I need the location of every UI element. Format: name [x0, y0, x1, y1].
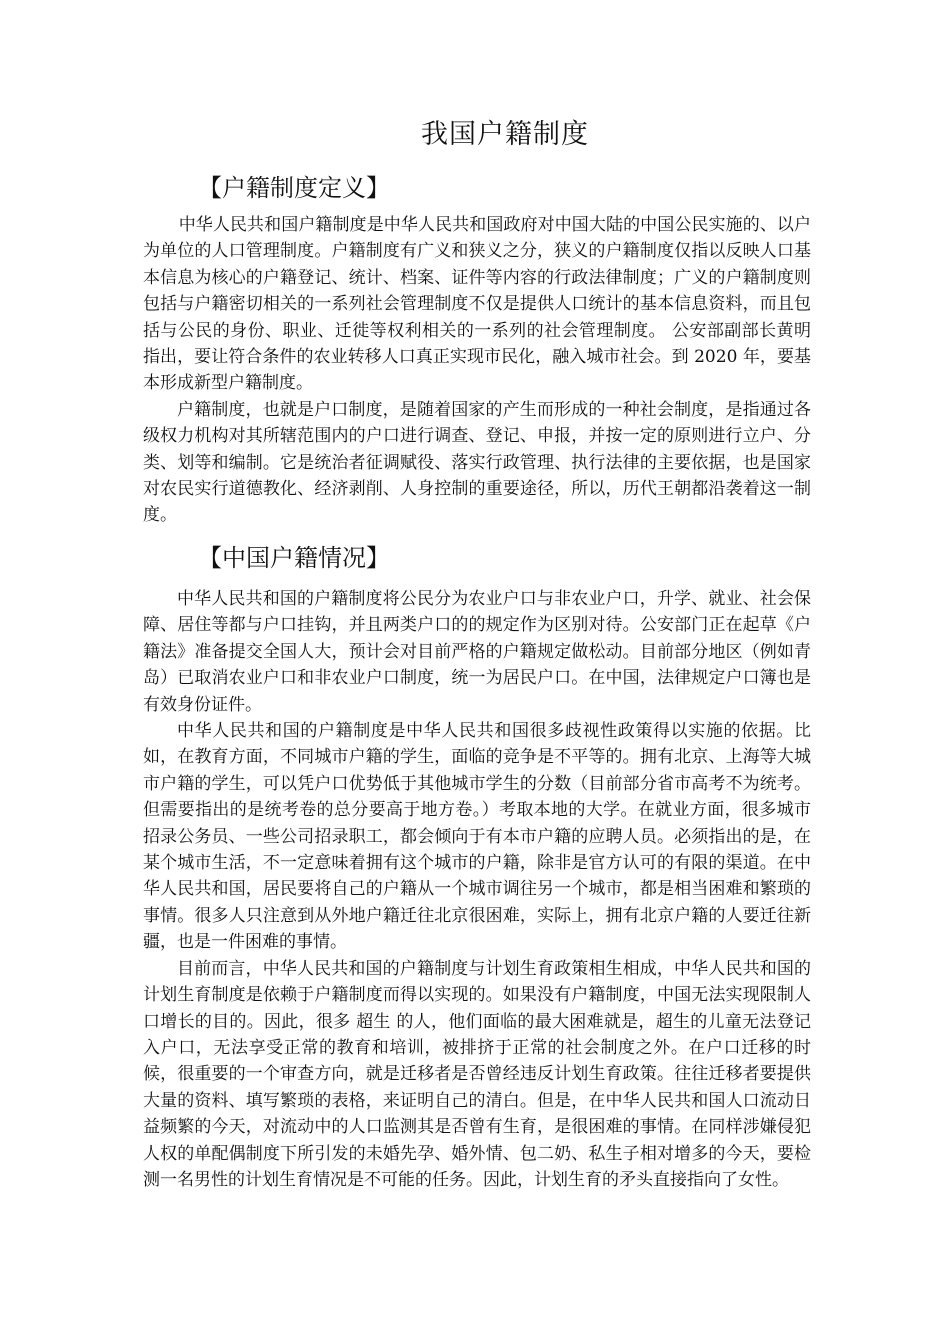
paragraph: 中华人民共和国的户籍制度将公民分为农业户口与非农业户口，升学、就业、社会保障、居住等都与户口挂钩，并且两类户口的的规定作为区别对待。公安部门正在起草《户籍法》准备提交全国人大，预计会对目前严格的户籍规定做松动。目前部分地区（例如青岛）已取消农业户口和非农业户口制度，统一为居民户口。在中国，法律规定户口簿也是有效身份证件。 [143, 589, 811, 715]
section-heading-definition: 【户籍制度定义】 [198, 174, 390, 202]
section-body-definition [143, 212, 811, 529]
section-heading-china-situation: 【中国户籍情况】 [198, 544, 390, 572]
paragraph: 中华人民共和国户籍制度是中华人民共和国政府对中国大陆的中国公民实施的、以户为单位的人口管理制度。户籍制度有广义和狭义之分，狭义的户籍制度仅指以反映人口基本信息为核心的户籍登记、统计、档案、证件等内容的行政法律制度；广义的户籍制度则包括与户籍密切相关的一系列社会管理制度不仅是提供人口统计的基本信息资料，而且包括与公民的身份、职业、迁徙等权利相关的一系列的社会管理制度。 公安部副部长黄明指出，要让符合条件的农业转移人口真正实现市民化，融入城市社会。到 2020 年，要基本形成新型户籍制度。 [143, 215, 811, 394]
document-title: 我国户籍制度 [421, 119, 589, 150]
paragraph: 户籍制度，也就是户口制度，是随着国家的产生而形成的一种社会制度，是指通过各级权力机构对其所辖范围内的户口进行调查、登记、申报，并按一定的原则进行立户、分类、划等和编制。它是统治者征调赋役、落实行政管理、执行法律的主要依据，也是国家对农民实行道德教化、经济剥削、人身控制的重要途径，所以，历代王朝都沿袭着这一制度。 [143, 399, 811, 526]
paragraph: 中华人民共和国的户籍制度是中华人民共和国很多歧视性政策得以实施的依据。比如，在教育方面，不同城市户籍的学生，面临的竞争是不平等的。拥有北京、上海等大城市户籍的学生，可以凭户口优势低于其他城市学生的分数（目前部分省市高考不为统考。但需要指出的是统考卷的总分要高于地方卷。）考取本地的大学。在就业方面，很多城市招录公务员、一些公司招录职工，都会倾向于有本市户籍的应聘人员。必须指出的是，在某个城市生活，不一定意味着拥有这个城市的户籍，除非是官方认可的有限的渠道。在中华人民共和国，居民要将自己的户籍从一个城市调往另一个城市，都是相当困难和繁琐的事情。很多人只注意到从外地户籍迁往北京很困难，实际上，拥有北京户籍的人要迁往新疆，也是一件困难的事情。 [143, 721, 811, 953]
paragraph: 目前而言，中华人民共和国的户籍制度与计划生育政策相生相成，中华人民共和国的计划生育制度是依赖于户籍制度而得以实现的。如果没有户籍制度，中国无法实现限制人口增长的目的。因此，很多 超生 的人，他们面临的最大困难就是，超生的儿童无法登记入户口，无法享受正常的教育和培训，被排挤于正常的社会制度之外。在户口迁移的时候，很重要的一个审查方向，就是迁移者是否曾经违反计划生育政策。往往迁移者要提供大量的资料、填写繁琐的表格，来证明自己的清白。但是，在中华人民共和国人口流动日益频繁的今天，对流动中的人口监测其是否曾有生育，是很困难的事情。在同样涉嫌侵犯人权的单配偶制度下所引发的未婚先孕、婚外情、包二奶、私生子相对增多的今天，要检测一名男性的计划生育情况是不可能的任务。因此，计划生育的矛头直接指向了女性。 [143, 958, 811, 1190]
section-body-china-situation [143, 586, 811, 1193]
